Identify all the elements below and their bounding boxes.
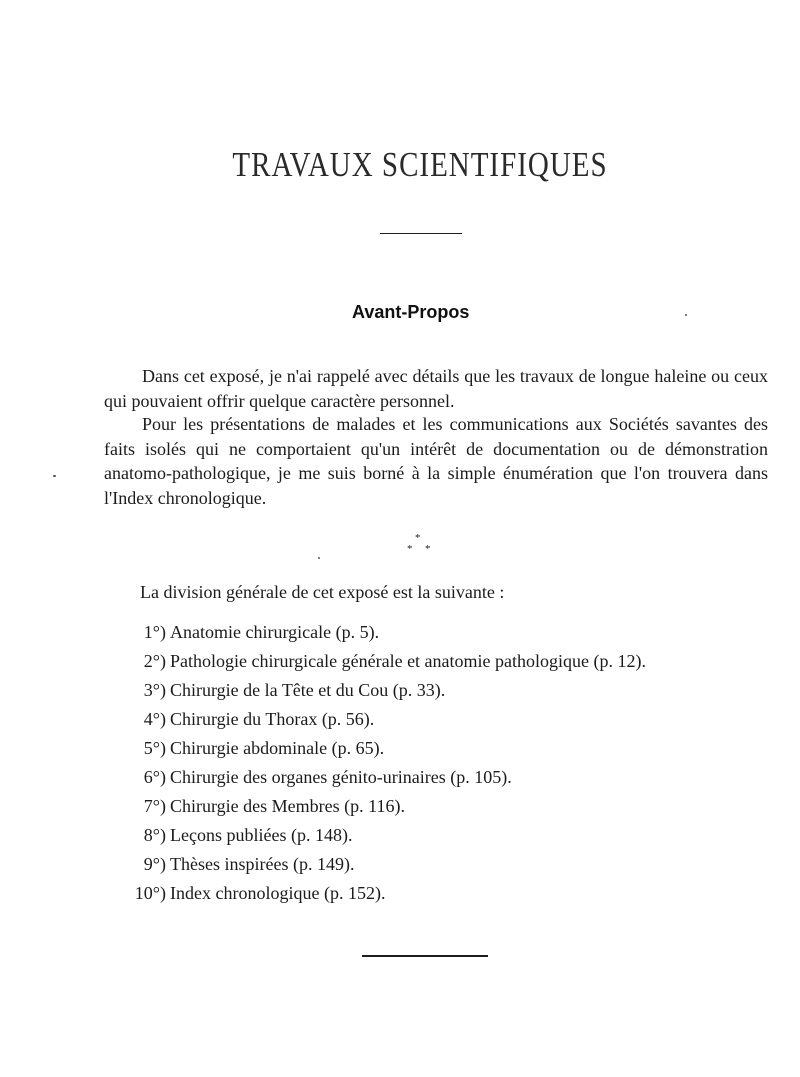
paragraph-1: Dans cet exposé, je n'ai rappelé avec détails que les travaux de longue haleine ou ceux qui pouvaient offrir quelque caractère personnel. [104,366,768,411]
end-divider [362,955,488,957]
toc-item-number: 2°) [143,651,166,671]
scan-speck [685,314,687,316]
title-divider [380,233,462,234]
toc-item-text: Index chronologique (p. 152). [170,883,386,903]
toc-item-text: Thèses inspirées (p. 149). [170,854,355,874]
toc-item-number: 9°) [143,854,166,874]
toc-item-number: 7°) [143,796,166,816]
toc-item-text: Chirurgie des Membres (p. 116). [170,796,405,816]
toc-item-number: 8°) [143,825,166,845]
toc-item-text: Chirurgie du Thorax (p. 56). [170,709,375,729]
asterism-star-top: * [415,532,421,544]
toc-item-text: Chirurgie abdominale (p. 65). [170,738,385,758]
toc-item-text: Leçons publiées (p. 148). [170,825,353,845]
toc-item-text: Chirurgie de la Tête et du Cou (p. 33). [170,680,446,700]
toc-item-number: 4°) [143,709,166,729]
scan-speck [53,475,56,477]
toc-item-text: Anatomie chirurgicale (p. 5). [170,622,380,642]
toc-item-text: Chirurgie des organes génito-urinaires (p. 105). [170,767,512,787]
asterism-star-right: * [425,543,431,555]
toc-item-number: 5°) [143,738,166,758]
section-heading: Avant-Propos [352,302,470,322]
toc-item-number: 1°) [143,622,166,642]
toc-item-number: 10°) [134,883,166,903]
asterism-star-left: * [407,543,413,555]
toc-item-number: 3°) [143,680,166,700]
toc-item-number: 6°) [143,767,166,787]
toc-item-text: Pathologie chirurgicale générale et anatomie pathologique (p. 12). [170,651,646,671]
asterism-ornament [400,533,440,557]
scan-speck [318,557,320,559]
page-title: TRAVAUX SCIENTIFIQUES [232,146,608,185]
toc-intro: La division générale de cet exposé est la suivante : [140,582,505,602]
paragraph-2: Pour les présentations de malades et les communications aux Sociétés savantes des faits isolés qui ne comportaient qu'un intérêt de documentation ou de démonstration anatomo-pathologique, je me suis borné à la simple énumération que l'on trouvera dans l'Index chronologique. [104,414,768,508]
